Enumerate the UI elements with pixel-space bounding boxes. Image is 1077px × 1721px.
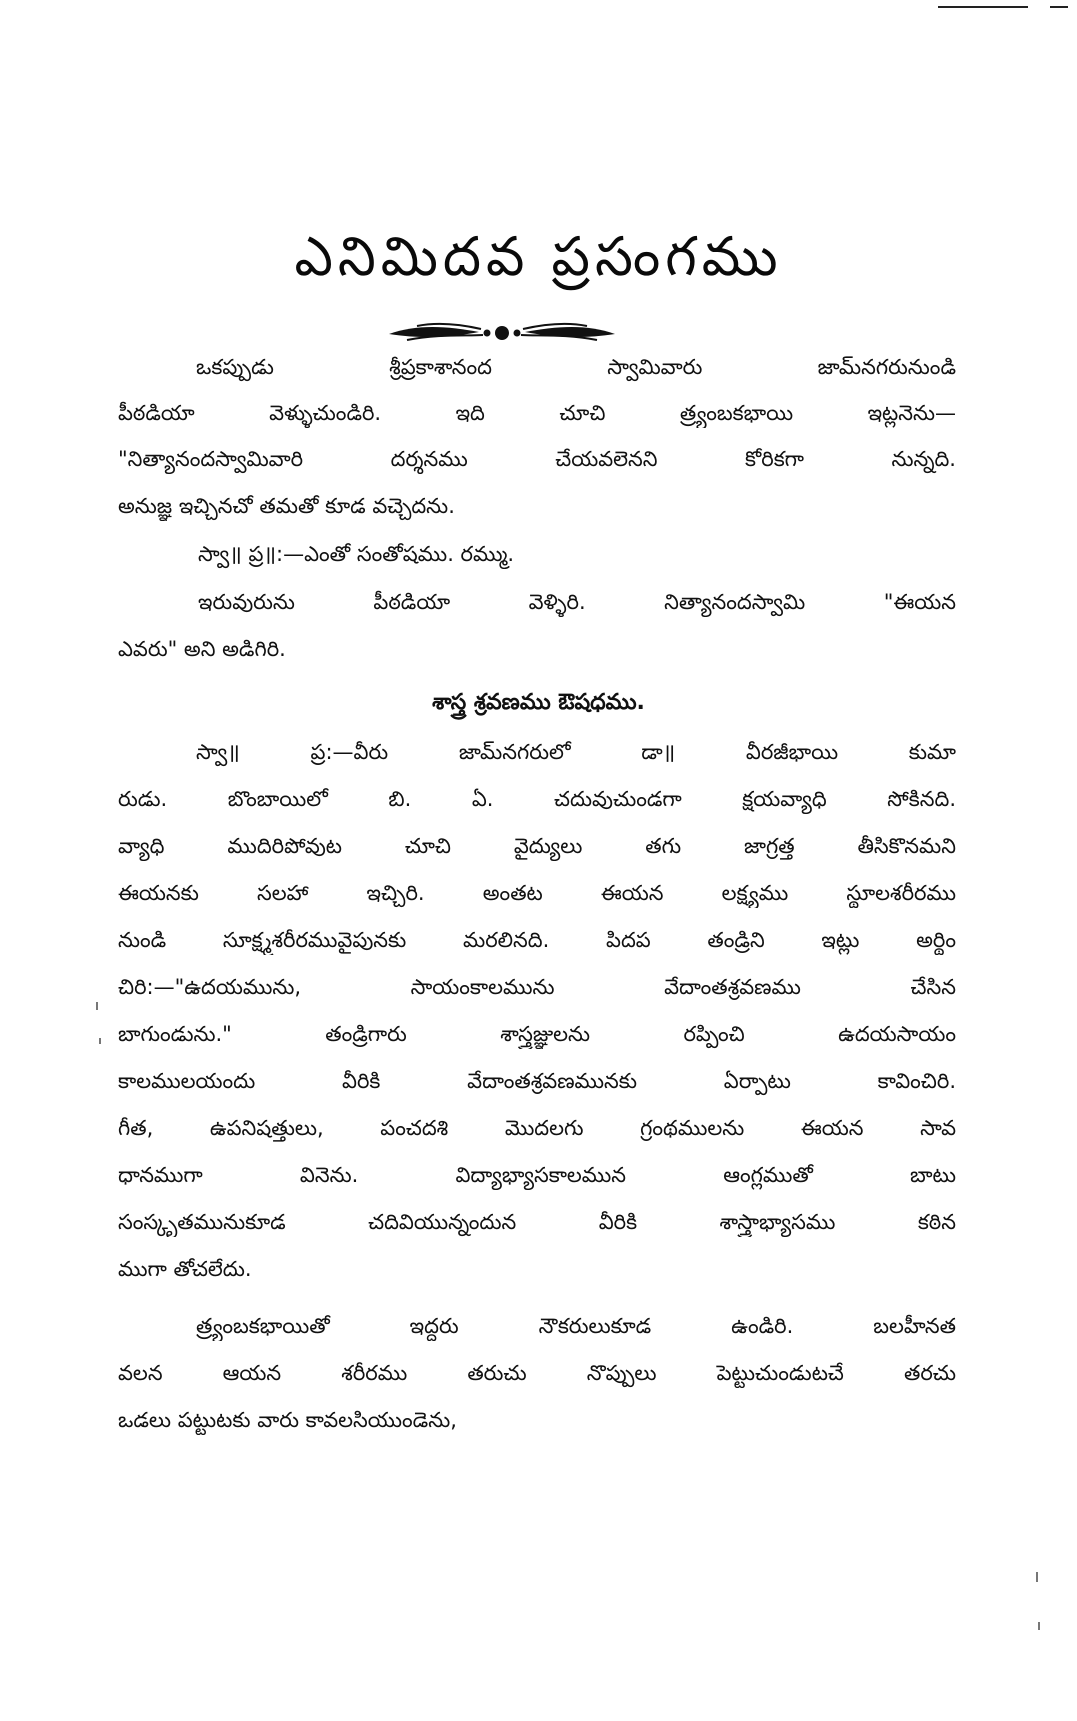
paragraph-line: స్వా॥ ప్ర:—వీరు జామ్‌నగరులో డా॥ వీరజీభాయి కుమా bbox=[196, 740, 956, 764]
paragraph-line: వ్యాధి ముదిరిపోవుట చూచి వైద్యులు తగు జాగ్రత్త తీసికొనమని bbox=[118, 834, 956, 858]
paragraph-line: పీఠడియా వెళ్ళుచుండిరి. ఇది చూచి త్ర్యంబకభాయి ఇట్లనెను— bbox=[118, 401, 956, 425]
paragraph-line: గీత, ఉపనిషత్తులు, పంచదశి మొదలగు గ్రంథములను ఈయన సావ bbox=[118, 1116, 956, 1140]
scan-speck bbox=[96, 1002, 98, 1010]
paragraph-line: చిరి:—"ఉదయమును, సాయంకాలమును వేదాంతశ్రవణము చేసిన bbox=[118, 975, 956, 999]
paragraph-line: స్వా॥ ప్ర॥:—ఎంతో సంతోషము. రమ్ము. bbox=[198, 542, 515, 566]
decorative-scroll-flourish-icon bbox=[387, 318, 617, 348]
paragraph-line: ఒడలు పట్టుటకు వారు కావలసియుండెను, bbox=[118, 1408, 457, 1432]
paragraph-line: రుడు. బొంబాయిలో బి. ఏ. చదువుచుండగా క్షయవ్యాధి సోకినది. bbox=[118, 787, 956, 811]
scan-speck bbox=[1036, 1572, 1038, 1582]
paragraph-line: త్ర్యంబకభాయితో ఇద్దరు నౌకరులుకూడ ఉండిరి. బలహీనత bbox=[196, 1314, 956, 1338]
paragraph-line: నుండి సూక్ష్మశరీరమువైపునకు మరలినది. పిదప తండ్రిని ఇట్లు అర్థిం bbox=[118, 928, 956, 952]
paragraph-line: సంస్కృతమునుకూడ చదివియున్నందున వీరికి శాస్త్రాభ్యాసము కఠిన bbox=[118, 1210, 956, 1234]
chapter-title: ఎనిమిదవ ప్రసంగము bbox=[294, 225, 783, 288]
paragraph-line: ఇరువురును పీఠడియా వెళ్ళిరి. నిత్యానందస్వామి "ఈయన bbox=[198, 590, 956, 614]
paragraph-line: "నిత్యానందస్వామివారి దర్శనము చేయవలెనని కోరికగా నున్నది. bbox=[118, 447, 956, 471]
top-corner-rule bbox=[938, 6, 1028, 8]
section-subheading: శాస్త్ర శ్రవణము ఔషధము. bbox=[432, 690, 645, 715]
scan-speck bbox=[1038, 1622, 1040, 1630]
paragraph-line: కాలములయందు వీరికి వేదాంతశ్రవణమునకు ఏర్పాటు కావించిరి. bbox=[118, 1069, 956, 1093]
paragraph-line: ముగా తోచలేదు. bbox=[118, 1257, 252, 1281]
paragraph-line: బాగుండును." తండ్రిగారు శాస్త్రజ్ఞులను రప్పించి ఉదయసాయం bbox=[118, 1022, 956, 1046]
top-corner-rule-small bbox=[1050, 6, 1068, 8]
paragraph-line: ఒకప్పుడు శ్రీప్రకాశానంద స్వామివారు జామ్‌నగరునుండి bbox=[196, 355, 956, 379]
paragraph-line: ఈయనకు సలహా ఇచ్చిరి. అంతట ఈయన లక్ష్యము స్థూలశరీరము bbox=[118, 881, 956, 905]
scan-speck bbox=[99, 1038, 101, 1044]
paragraph-line: వలన ఆయన శరీరము తరుచు నొప్పులు పెట్టుచుండుటచే తరచు bbox=[118, 1361, 956, 1385]
paragraph-line: అనుజ్ఞ ఇచ్చినచో తమతో కూడ వచ్చెదను. bbox=[118, 494, 455, 518]
paragraph-line: ధానముగా వినెను. విద్యాభ్యాసకాలమున ఆంగ్లముతో బాటు bbox=[118, 1163, 956, 1187]
paragraph-line: ఎవరు" అని అడిగిరి. bbox=[118, 637, 286, 661]
